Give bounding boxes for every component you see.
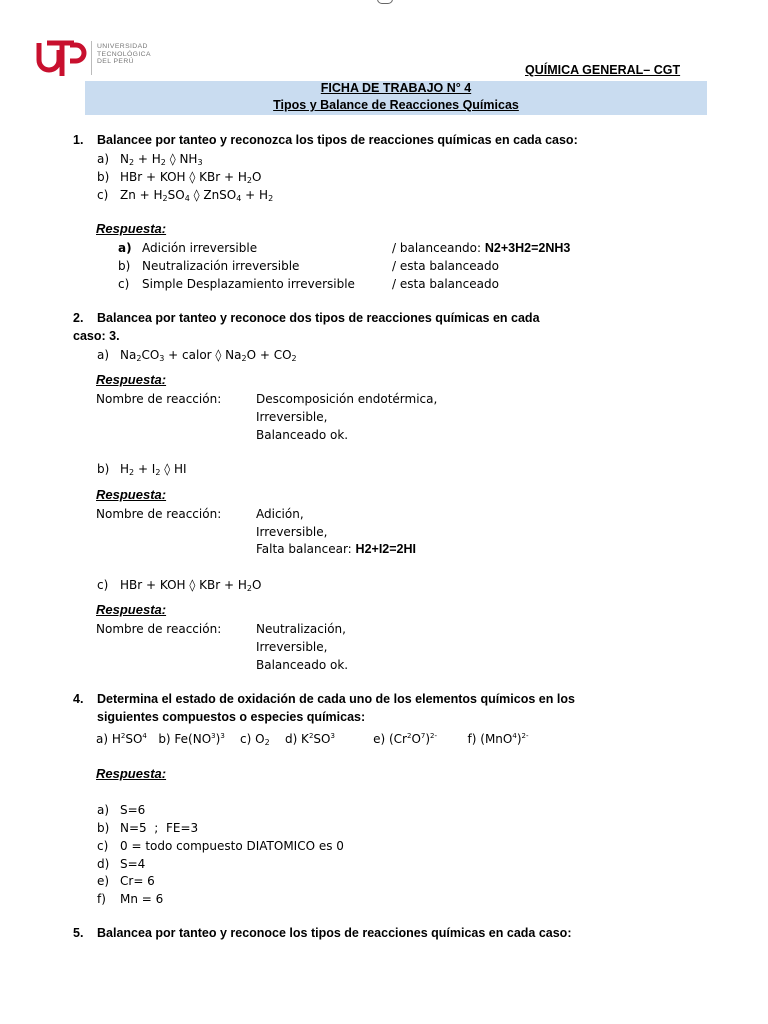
q4-text-continued: siguientes compuestos o especies químicas: <box>97 710 366 724</box>
q2b-response-label: Respuesta: <box>96 487 167 502</box>
q2-item-a-letter: a) <box>97 348 110 362</box>
q2a-answer-line: Irreversible, <box>256 410 328 424</box>
q1-item-c-letter: c) <box>97 188 109 202</box>
q1-response-label: Respuesta: <box>96 221 167 236</box>
q1-answer-b-letter: b) <box>118 259 131 273</box>
q2c-answer-line: Irreversible, <box>256 640 328 654</box>
q2c-answer-line: Neutralización, <box>256 622 346 636</box>
q5-number: 5. <box>73 926 84 940</box>
q1-answer-a-letter: a) <box>118 241 132 255</box>
course-name: QUÍMICA GENERAL– CGT <box>525 63 681 77</box>
q4-compounds: a) $H^2SO^4$ b) $Fe(NO^3)^3$ c) $O_2$ d) $K^2SO^3$ e) $(Cr^2O^7)^{2-}$ f) $(MnO^4)^{2-}$ <box>96 732 529 747</box>
q4-answer-text: S=4 <box>120 857 146 871</box>
logo-line: TECNOLÓGICA <box>97 50 151 58</box>
q2-item-b-letter: b) <box>97 462 110 476</box>
q2-equation-b: $H_2 + I_2$ ◊ HI <box>120 462 187 477</box>
q2-equation-a: $Na_2CO_3$ + calor ◊ $Na_2O + CO_2$ <box>120 348 297 363</box>
q1-answer-b-type: Neutralización irreversible <box>142 259 300 273</box>
logo-divider <box>91 41 92 75</box>
q2c-response-label: Respuesta: <box>96 602 167 617</box>
q2-text-continued: caso: 3. <box>73 329 120 343</box>
q4-answer-letter: f) <box>97 892 106 906</box>
q1-item-a-letter: a) <box>97 152 110 166</box>
q4-answer-text: N=5 ; FE=3 <box>120 821 199 835</box>
q1-answer-a-note <box>392 240 570 256</box>
q1-text: Balancee por tanteo y reconozca los tipos de reacciones químicas en cada caso: <box>97 133 578 147</box>
q1-answer-a-type: Adición irreversible <box>142 241 258 255</box>
q2c-answer-line: Balanceado ok. <box>256 658 349 672</box>
q4-answer-text: Mn = 6 <box>120 892 164 906</box>
q1-equation-c: $Zn + H_2SO_4$ ◊ ZnSO$_4$ + $H_2$ <box>120 188 274 203</box>
q4-answer-text: Cr= 6 <box>120 874 155 888</box>
q4-answer-letter: e) <box>97 874 110 888</box>
q2a-answer-line: Balanceado ok. <box>256 428 349 442</box>
logo-text <box>97 43 151 66</box>
q1-answer-a-balanced: N2+3H2=2NH3 <box>484 241 571 255</box>
q4-answer-letter: d) <box>97 857 110 871</box>
q2b-answer-line: Adición, <box>256 507 304 521</box>
q2b-falta-text: Falta balancear: <box>256 542 356 556</box>
q2a-name-label: Nombre de reacción: <box>96 392 222 406</box>
title-band <box>85 81 707 115</box>
q1-item-b-letter: b) <box>97 170 110 184</box>
q2-text: Balancea por tanteo y reconoce dos tipos de reacciones químicas en cada <box>97 311 540 325</box>
logo-line: DEL PERÚ <box>97 58 134 65</box>
q4-answer-letter: b) <box>97 821 110 835</box>
utp-logo-icon <box>36 40 88 78</box>
q2b-balanced: H2+I2=2HI <box>355 542 417 556</box>
q4-number: 4. <box>73 692 84 706</box>
q4-answer-letter: a) <box>97 803 110 817</box>
q2-equation-c: HBr + KOH ◊ KBr + $H_2O$ <box>120 578 262 593</box>
q5-text: Balancea por tanteo y reconoce los tipos de reacciones químicas en cada caso: <box>97 926 572 940</box>
q2-number: 2. <box>73 311 84 325</box>
q1-answer-a-note-text: / balanceando: <box>392 241 485 255</box>
q4-answer-text: S=6 <box>120 803 146 817</box>
q1-answer-b-note: / esta balanceado <box>392 259 499 273</box>
q4-response-label: Respuesta: <box>96 766 167 781</box>
worksheet-title: FICHA DE TRABAJO N° 4 <box>320 81 472 95</box>
q4-text: Determina el estado de oxidación de cada uno de los elementos químicos en los <box>97 692 575 706</box>
q1-answer-c-type: Simple Desplazamiento irreversible <box>142 277 355 291</box>
q2b-name-label: Nombre de reacción: <box>96 507 222 521</box>
logo-line: UNIVERSIDAD <box>97 43 148 50</box>
worksheet-subtitle: Tipos y Balance de Reacciones Químicas <box>273 98 519 112</box>
q1-number: 1. <box>73 133 84 147</box>
top-mark-icon <box>377 0 393 4</box>
q2a-response-label: Respuesta: <box>96 372 167 387</box>
q2b-answer-line <box>256 541 416 557</box>
q1-answer-c-letter: c) <box>118 277 130 291</box>
q4-answer-letter: c) <box>97 839 109 853</box>
q1-equation-b: HBr + KOH ◊ KBr + $H_2O$ <box>120 170 262 185</box>
q2-item-c-letter: c) <box>97 578 109 592</box>
q2b-answer-line: Irreversible, <box>256 525 328 539</box>
q2c-name-label: Nombre de reacción: <box>96 622 222 636</box>
q1-equation-a: $N_2 + H_2$ ◊ $NH_3$ <box>120 152 203 167</box>
q4-answer-text: 0 = todo compuesto DIATOMICO es 0 <box>120 839 344 853</box>
q2a-answer-line: Descomposición endotérmica, <box>256 392 438 406</box>
q1-answer-c-note: / esta balanceado <box>392 277 499 291</box>
utp-logo <box>36 40 88 78</box>
